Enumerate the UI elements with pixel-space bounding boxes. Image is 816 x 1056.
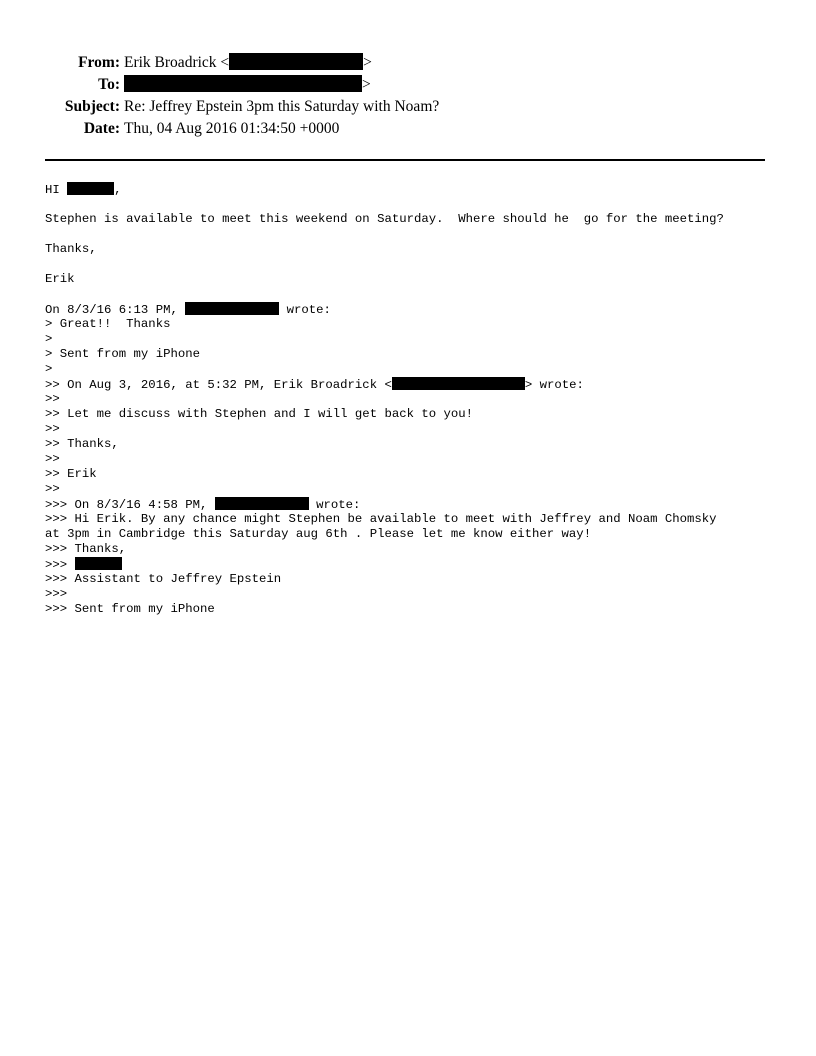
quote-prefix: >>> [45,558,75,572]
quoted-line: at 3pm in Cambridge this Saturday aug 6th . Please let me know either way! [45,527,592,541]
quoted-line: >>> [45,587,68,601]
subject-row [0,96,816,118]
quoted-line [45,557,775,572]
quoted-line: >> [45,422,60,436]
redaction-block [75,557,122,570]
greeting-text: HI [45,183,68,197]
email-header [0,52,816,140]
to-row [0,74,816,96]
quoted-line: >>> Sent from my iPhone [45,602,215,616]
date-row [0,118,816,140]
quoted-line: >> [45,392,60,406]
to-label: To: [98,76,120,93]
quoted-line: >> Thanks, [45,437,119,451]
subject-label: Subject: [64,98,120,115]
date-value: Thu, 04 Aug 2016 01:34:50 +0000 [124,120,340,137]
greeting-comma: , [114,183,122,197]
header-divider [45,159,765,161]
quoted-line: > Great!! Thanks [45,317,171,331]
quote-intro-wrote: > wrote: [524,378,584,392]
from-name: Erik Broadrick < [124,54,230,71]
quote-intro-wrote: wrote: [308,498,361,512]
quote-intro [45,302,775,317]
quote-intro [45,497,775,512]
quote-intro [45,377,775,392]
quoted-line: >> [45,452,60,466]
quoted-line: >>> Thanks, [45,542,127,556]
redaction-block [392,377,525,390]
blank-line [45,197,775,212]
blank-line [45,227,775,242]
date-label: Date: [83,120,120,137]
blank-line [45,257,775,272]
quote-intro-text: >> On Aug 3, 2016, at 5:32 PM, Erik Broadrick < [45,378,392,392]
to-close: > [362,76,371,93]
redaction-block [67,182,114,195]
from-label: From: [78,54,120,71]
email-body [45,182,775,617]
quote-intro-text: On 8/3/16 6:13 PM, [45,303,186,317]
redaction-block [124,75,362,92]
quoted-line: >>> Assistant to Jeffrey Epstein [45,572,282,586]
subject-value: Re: Jeffrey Epstein 3pm this Saturday with Noam? [124,98,440,115]
from-value [124,52,372,74]
blank-line [45,287,775,302]
from-row [0,52,816,74]
greeting-line [45,182,775,197]
to-value [124,74,371,96]
quoted-line: > Sent from my iPhone [45,347,200,361]
quoted-line: >> Let me discuss with Stephen and I will get back to you! [45,407,474,421]
signature-line: Erik [45,272,75,286]
redaction-block [215,497,309,510]
quoted-line: > [45,362,53,376]
redaction-block [229,53,363,70]
body-line: Thanks, [45,242,97,256]
from-close: > [363,54,372,71]
quote-intro-text: >>> On 8/3/16 4:58 PM, [45,498,215,512]
quoted-line: >> Erik [45,467,97,481]
quoted-line: >>> Hi Erik. By any chance might Stephen be available to meet with Jeffrey and Noam Chomsky [45,512,717,526]
quote-intro-wrote: wrote: [279,303,331,317]
body-line: Stephen is available to meet this weekend on Saturday. Where should he go for the meeting? [45,212,724,226]
quoted-line: >> [45,482,60,496]
redaction-block [185,302,279,315]
quoted-line: > [45,332,53,346]
